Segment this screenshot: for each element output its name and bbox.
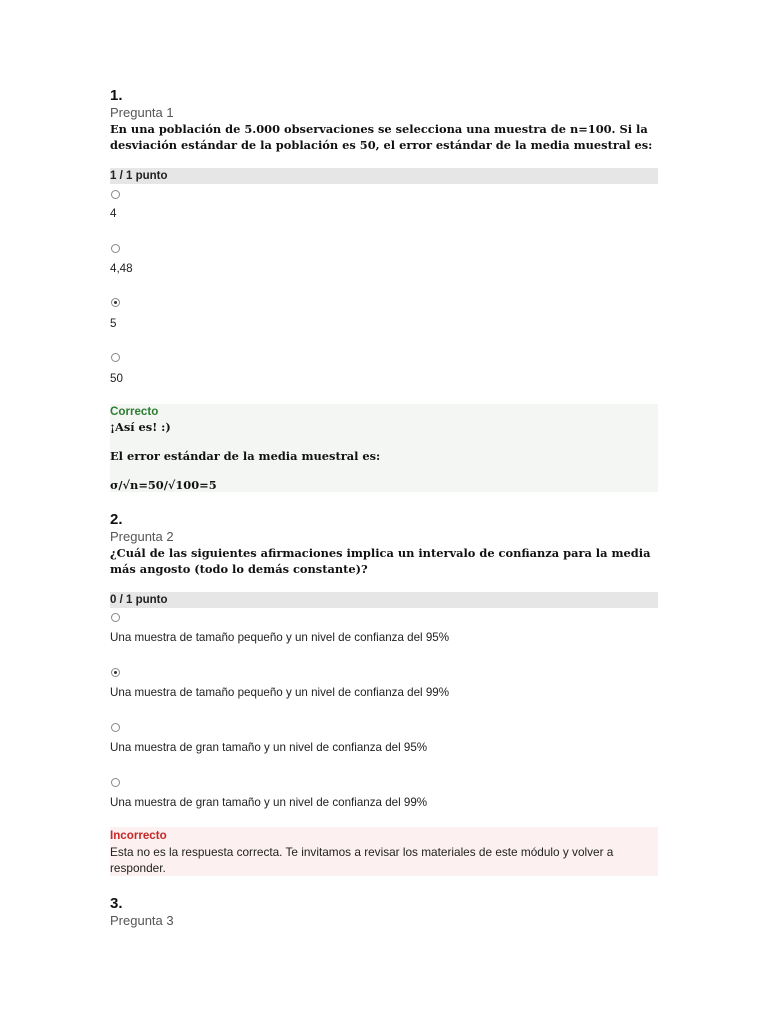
feedback-message: Esta no es la respuesta correcta. Te invitamos a revisar los materiales de este módulo y volver a responder. [110, 845, 614, 875]
question-2-label: Pregunta 2 [110, 529, 174, 544]
question-2-score: 0 / 1 punto [110, 592, 658, 608]
q2-option-1-label: Una muestra de tamaño pequeño y un nivel de confianza del 95% [110, 631, 450, 644]
q1-option-1-radio[interactable] [111, 190, 120, 199]
question-1-label: Pregunta 1 [110, 105, 174, 120]
feedback-line-1: ¡Así es! :) [110, 420, 171, 434]
feedback-formula: σ/√n=50/√100=5 [110, 478, 217, 492]
question-1-number: 1. [110, 87, 123, 104]
q1-option-2-radio[interactable] [111, 244, 120, 253]
question-2-number: 2. [110, 511, 123, 528]
q1-option-4-radio[interactable] [111, 353, 120, 362]
question-1-text: En una población de 5.000 observaciones se selecciona una muestra de n=100. Si la desviación estándar de la población es 50, el error estándar de la media muestral es: [110, 122, 653, 152]
q2-option-2-radio[interactable] [111, 668, 120, 677]
feedback-line-2: El error estándar de la media muestral es: [110, 449, 381, 463]
q1-option-2-label: 4,48 [110, 262, 133, 275]
question-1-score: 1 / 1 punto [110, 168, 658, 184]
question-2-feedback [110, 827, 658, 876]
q1-option-1-label: 4 [110, 207, 117, 220]
q1-option-3-radio[interactable] [111, 298, 120, 307]
feedback-status: Incorrecto [110, 829, 167, 842]
q2-option-4-radio[interactable] [111, 778, 120, 787]
question-3-label: Pregunta 3 [110, 913, 174, 928]
q1-option-3-label: 5 [110, 317, 117, 330]
q2-option-1-radio[interactable] [111, 613, 120, 622]
feedback-status: Correcto [110, 405, 159, 418]
question-3-number: 3. [110, 895, 123, 912]
q1-option-4-label: 50 [110, 372, 123, 385]
q2-option-3-radio[interactable] [111, 723, 120, 732]
q2-option-4-label: Una muestra de gran tamaño y un nivel de confianza del 99% [110, 796, 428, 809]
q2-option-2-label: Una muestra de tamaño pequeño y un nivel de confianza del 99% [110, 686, 450, 699]
question-1-feedback [110, 404, 658, 492]
q2-option-3-label: Una muestra de gran tamaño y un nivel de confianza del 95% [110, 741, 428, 754]
question-2-text: ¿Cuál de las siguientes afirmaciones implica un intervalo de confianza para la media más angosto (todo lo demás constante)? [110, 546, 651, 576]
